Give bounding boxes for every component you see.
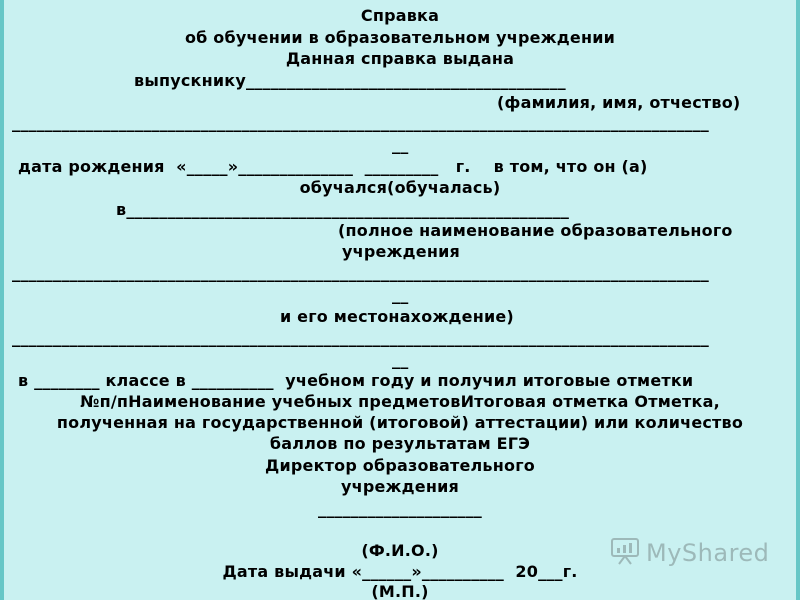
grades-line-4: баллов по результатам ЕГЭ: [269, 434, 531, 453]
grades-line-1: в ________ классе в __________ учебном году и получил итоговые отметки: [18, 371, 694, 390]
blank-line-2-tail: __: [392, 285, 409, 304]
graduate-hint: (фамилия, имя, отчество): [497, 93, 741, 112]
studied-text: обучался(обучалась): [299, 178, 501, 197]
blank-line-3-tail: __: [392, 350, 409, 369]
grades-line-2: №п/пНаименование учебных предметовИтоговая отметка Отметка,: [80, 392, 720, 411]
document-subtitle: об обучении в образовательном учреждении: [184, 28, 616, 47]
location-text: и его местонахождение): [280, 307, 514, 326]
presentation-board-icon: [610, 537, 640, 569]
blank-line-1-tail: __: [392, 135, 409, 154]
institution-hint-1: (полное наименование образовательного: [338, 221, 733, 240]
issue-date-line: Дата выдачи «______»__________ 20___г.: [222, 562, 578, 581]
institution-field: в______________________________________________________: [116, 200, 570, 219]
institution-hint-2: учреждения: [342, 242, 460, 261]
director-title-2: учреждения: [341, 477, 459, 496]
myshared-watermark: [610, 538, 769, 568]
grades-line-3: полученная на государственной (итоговой) аттестации) или количество: [56, 413, 744, 432]
birth-date-line: дата рождения «_____»______________ _________ г. в том, что он (а): [18, 157, 648, 176]
blank-line-1: _____________________________________________________________________________________: [12, 113, 709, 132]
director-title-1: Директор образовательного: [265, 456, 535, 475]
fio-label: (Ф.И.О.): [361, 541, 439, 560]
blank-line-3: _____________________________________________________________________________________: [12, 328, 709, 347]
stamp-label: (М.П.): [371, 582, 429, 600]
blank-line-2: _____________________________________________________________________________________: [12, 263, 709, 282]
document-title: Справка: [360, 6, 440, 25]
watermark-text: MyShared: [646, 539, 770, 567]
graduate-field: выпускнику_______________________________________: [134, 71, 566, 90]
signature-line: ____________________: [318, 499, 482, 518]
issued-text: Данная справка выдана: [285, 49, 515, 68]
